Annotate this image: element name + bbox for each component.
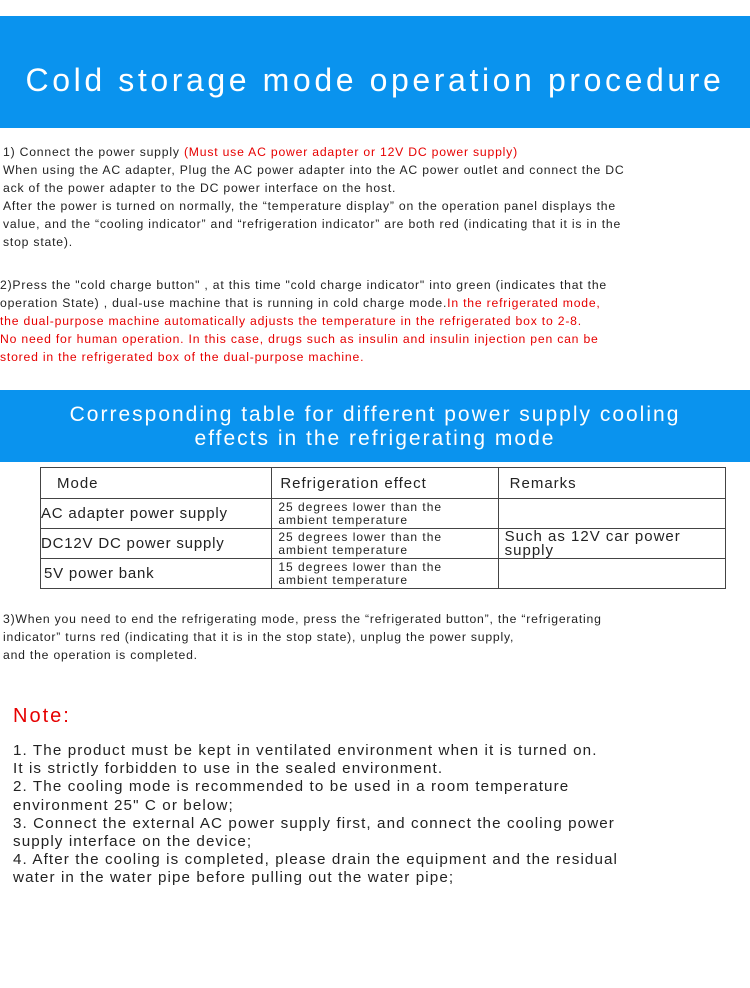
remarks-line: Such as 12V car power	[504, 527, 681, 545]
note-line: It is strictly forbidden to use in the sealed environment.	[13, 760, 444, 778]
note-line: 3. Connect the external AC power supply first, and connect the cooling power	[13, 814, 615, 832]
step-1-line	[3, 143, 625, 161]
step-1-line: After the power is turned on normally, the “temperature display” on the operation panel displays the	[3, 199, 616, 213]
note-line: supply interface on the device;	[13, 833, 253, 851]
step-2-line: No need for human operation. In this case, drugs such as insulin and insulin injection pen can be	[0, 332, 599, 346]
note-line: 4. After the cooling is completed, please drain the equipment and the residual	[13, 851, 619, 869]
step-1-line: stop state).	[3, 235, 73, 249]
step-2-line: the dual-purpose machine automatically adjusts the temperature in the refrigerated box to 2-8.	[0, 314, 582, 328]
step-2-text	[0, 276, 607, 366]
effect-line: 25 degrees lower than the	[278, 499, 443, 514]
table-row	[41, 499, 726, 529]
effect-line: ambient temperature	[278, 512, 409, 527]
step-3-line: indicator” turns red (indicating that it is in the stop state), unplug the power supply,	[3, 630, 515, 644]
step-1-prefix: 1) Connect the power supply	[3, 145, 184, 159]
table-banner-line-1: Corresponding table for different power supply cooling	[69, 403, 681, 426]
mode-cell: 5V power bank	[41, 559, 272, 589]
note-line: environment 25" C or below;	[13, 796, 234, 814]
step-2-text-black: operation State) , dual-use machine that is running in cold charge mode.	[0, 296, 448, 310]
step-1-warning: (Must use AC power adapter or 12V DC power supply)	[183, 145, 518, 159]
header-mode: Mode	[41, 468, 272, 499]
table-banner-line-2: effects in the refrigerating mode	[194, 427, 556, 450]
step-2-line: 2)Press the "cold charge button" , at this time "cold charge indicator" into green (indicates that the	[0, 278, 608, 292]
header-remarks: Remarks	[498, 468, 725, 499]
effect-cell	[272, 529, 498, 559]
header-effect: Refrigeration effect	[272, 468, 498, 499]
step-2-line	[0, 294, 607, 312]
power-supply-table	[40, 467, 726, 589]
step-1-text	[3, 143, 625, 251]
step-3-line: and the operation is completed.	[3, 648, 198, 662]
effect-line: 25 degrees lower than the	[278, 529, 443, 544]
step-2-line: stored in the refrigerated box of the dual-purpose machine.	[0, 350, 365, 364]
title-banner	[0, 16, 750, 128]
effect-cell	[272, 559, 498, 589]
remarks-cell	[498, 529, 725, 559]
effect-line: ambient temperature	[278, 572, 409, 587]
table-banner	[0, 390, 750, 462]
remarks-cell	[498, 499, 725, 529]
table-row	[41, 559, 726, 589]
effect-line: 15 degrees lower than the	[278, 559, 443, 574]
remarks-line: supply	[504, 541, 555, 559]
table-row	[41, 529, 726, 559]
step-1-line: value, and the “cooling indicator” and “refrigeration indicator” are both red (indicating that it is in the	[3, 217, 622, 231]
table-header-row	[41, 468, 726, 499]
step-1-line: When using the AC adapter, Plug the AC power adapter into the AC power outlet and connect the DC	[3, 163, 625, 177]
step-2-text-red: In the refrigerated mode,	[447, 296, 601, 310]
effect-line: ambient temperature	[278, 542, 409, 557]
page-title: Cold storage mode operation procedure	[25, 62, 725, 98]
mode-cell: DC12V DC power supply	[41, 529, 272, 559]
step-3-text	[3, 610, 602, 664]
note-line: water in the water pipe before pulling out the water pipe;	[13, 869, 455, 887]
remarks-cell	[498, 559, 725, 589]
mode-cell: AC adapter power supply	[41, 499, 272, 529]
note-line: 2. The cooling mode is recommended to be used in a room temperature	[13, 778, 570, 796]
effect-cell	[272, 499, 498, 529]
step-3-line: 3)When you need to end the refrigerating mode, press the “refrigerated button”, the “refrigerating	[3, 612, 602, 626]
step-1-line: ack of the power adapter to the DC power interface on the host.	[3, 181, 397, 195]
note-line: 1. The product must be kept in ventilated environment when it is turned on.	[13, 742, 598, 759]
note-title: Note:	[13, 705, 71, 727]
note-list	[13, 742, 618, 888]
